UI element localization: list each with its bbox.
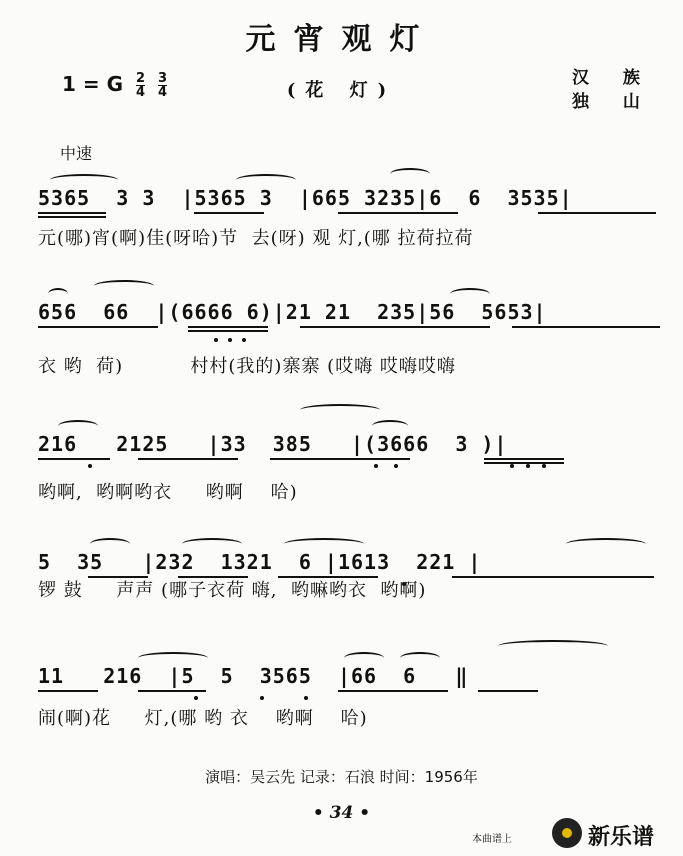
origin-block [572,66,654,114]
low-dot [194,696,198,700]
lyrics-line-1: 元(哪)宵(啊)佳(呀哈)节 去(呀) 观 灯,(哪 拉荷拉荷 [38,228,474,249]
underline [38,326,158,328]
score-line-4 [38,522,666,622]
underline [338,212,458,214]
slur [372,420,408,432]
slur [48,288,68,300]
ethnicity-label: 汉 族 [572,68,654,88]
score-line-5 [38,640,666,740]
low-dot [374,464,378,468]
underline [478,690,538,692]
slur [58,420,98,432]
underline [270,458,410,460]
lyrics-line-5: 闹(啊)花 灯,(哪 哟 衣 哟啊 哈) [38,708,368,729]
low-dot [542,464,546,468]
underline [38,216,106,218]
time-sig-1-bottom: 4 [135,85,146,100]
slur [390,168,430,180]
underline [138,458,238,460]
tempo-marking: 中速 [60,144,93,163]
underline [338,690,448,692]
performance-credit: 演唱：吴云先 记录：石浪 时间：1956年 [205,768,478,786]
slur [90,538,130,550]
underline [188,326,268,328]
low-dot [242,338,246,342]
low-dot [526,464,530,468]
key-label: 1 = G [62,72,124,96]
low-dot [214,338,218,342]
lyrics-line-4: 锣 鼓 声声 (哪子衣荷 嗨, 哟嘛哟衣 哟啊) [38,580,427,601]
music-disc-logo-icon [552,818,582,848]
notes-line-5: 11 216 |5 5 3565 |66 6 ‖ [38,664,469,688]
score-title: 元宵观灯 [245,22,438,57]
underline [38,690,98,692]
underline [38,458,110,460]
low-dot [394,464,398,468]
watermark-small-text: 本曲谱上 [472,834,512,845]
genre-label: (花 灯) [286,80,397,101]
slur [344,652,384,664]
slur [450,288,490,300]
slur [566,538,646,550]
underline [38,212,106,214]
low-dot [260,696,264,700]
underline [452,576,582,578]
underline [538,212,656,214]
underline [194,212,264,214]
slur [498,640,608,652]
low-dot [510,464,514,468]
time-sig-1-top: 2 [135,71,146,86]
slur [182,538,242,550]
watermark-brand-text: 新乐谱 [588,825,655,850]
slur [400,652,440,664]
score-line-1 [38,168,666,258]
notes-line-3: 216 2125 |33 385 |(3666 3 )| [38,432,508,456]
slur [284,538,364,550]
time-sig-2-top: 3 [158,71,168,86]
underline [564,576,654,578]
page-number: • 34 • [312,803,371,823]
low-dot [304,696,308,700]
low-dot [88,464,92,468]
slur [94,280,154,292]
slur [300,404,380,416]
underline [484,458,564,460]
underline [484,462,564,464]
time-sig-2-bottom: 4 [158,85,168,100]
score-line-3 [38,400,666,503]
notes-line-4: 5 35 |232 1321 6 |1613 221 | [38,550,482,574]
underline [300,326,490,328]
slur [50,174,118,186]
lyrics-line-3: 哟啊, 哟啊哟衣 哟啊 哈) [38,482,298,503]
lyrics-line-2: 衣 哟 荷) 村村(我的)寨寨 (哎嗨 哎嗨哎嗨 [38,356,456,377]
region-label: 独 山 [572,92,654,112]
slur [138,652,208,664]
score-line-2 [38,276,666,376]
notes-line-1: 5365 3 3 |5365 3 |665 3235|6 6 3535| [38,186,573,210]
slur [236,174,296,186]
low-dot [228,338,232,342]
underline [188,330,268,332]
underline [138,690,206,692]
notes-line-2: 656 66 |(6666 6)|21 21 235|56 5653| [38,300,547,324]
underline [512,326,660,328]
